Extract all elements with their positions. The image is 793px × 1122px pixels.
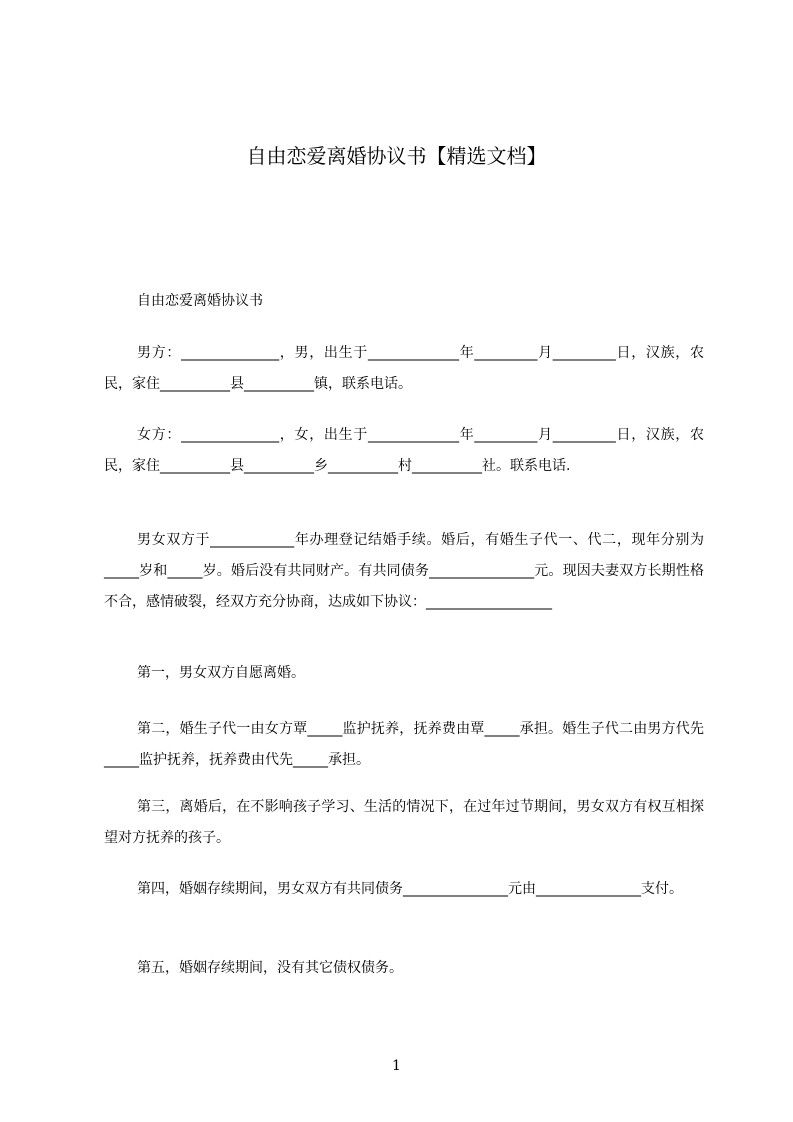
page-number: 1 <box>392 1058 401 1074</box>
marriage-background-paragraph: 男女双方于____________年办理登记结婚手续。婚后，有婚生子代一、代二，现年分别为_____岁和_____岁。婚后没有共同财产。有共同债务_______________元。现因夫妻双方长期性格不合，感情破裂，经双方充分协商，达成如下协议：__________________ <box>104 532 704 610</box>
clause-2-paragraph: 第二，婚生子代一由女方覃_____监护抚养，抚养费由覃_____承担。婚生子代二由男方代先_____监护抚养，抚养费由代先_____承担。 <box>104 721 704 768</box>
clause-4-paragraph: 第四，婚姻存续期间，男女双方有共同债务_______________元由_______________支付。 <box>137 881 683 897</box>
female-party-paragraph: 女方：______________，女，出生于_____________年_________月_________日，汉族，农民，家住__________县__________乡__________村__________社。联系电话. <box>104 427 704 474</box>
male-party-paragraph: 男方：______________，男，出生于_____________年_________月_________日，汉族，农民，家住__________县__________镇，联系电话。 <box>104 345 704 392</box>
clause-1-paragraph: 第一，男女双方自愿离婚。 <box>137 665 305 681</box>
subtitle-paragraph: 自由恋爱离婚协议书 <box>137 293 263 309</box>
document-title: 自由恋爱离婚协议书【精选文档】 <box>246 144 547 168</box>
clause-5-paragraph: 第五，婚姻存续期间，没有其它债权债务。 <box>137 960 403 976</box>
clause-3-paragraph: 第三，离婚后，在不影响孩子学习、生活的情况下，在过年过节期间，男女双方有权互相探望对方抚养的孩子。 <box>104 799 704 846</box>
